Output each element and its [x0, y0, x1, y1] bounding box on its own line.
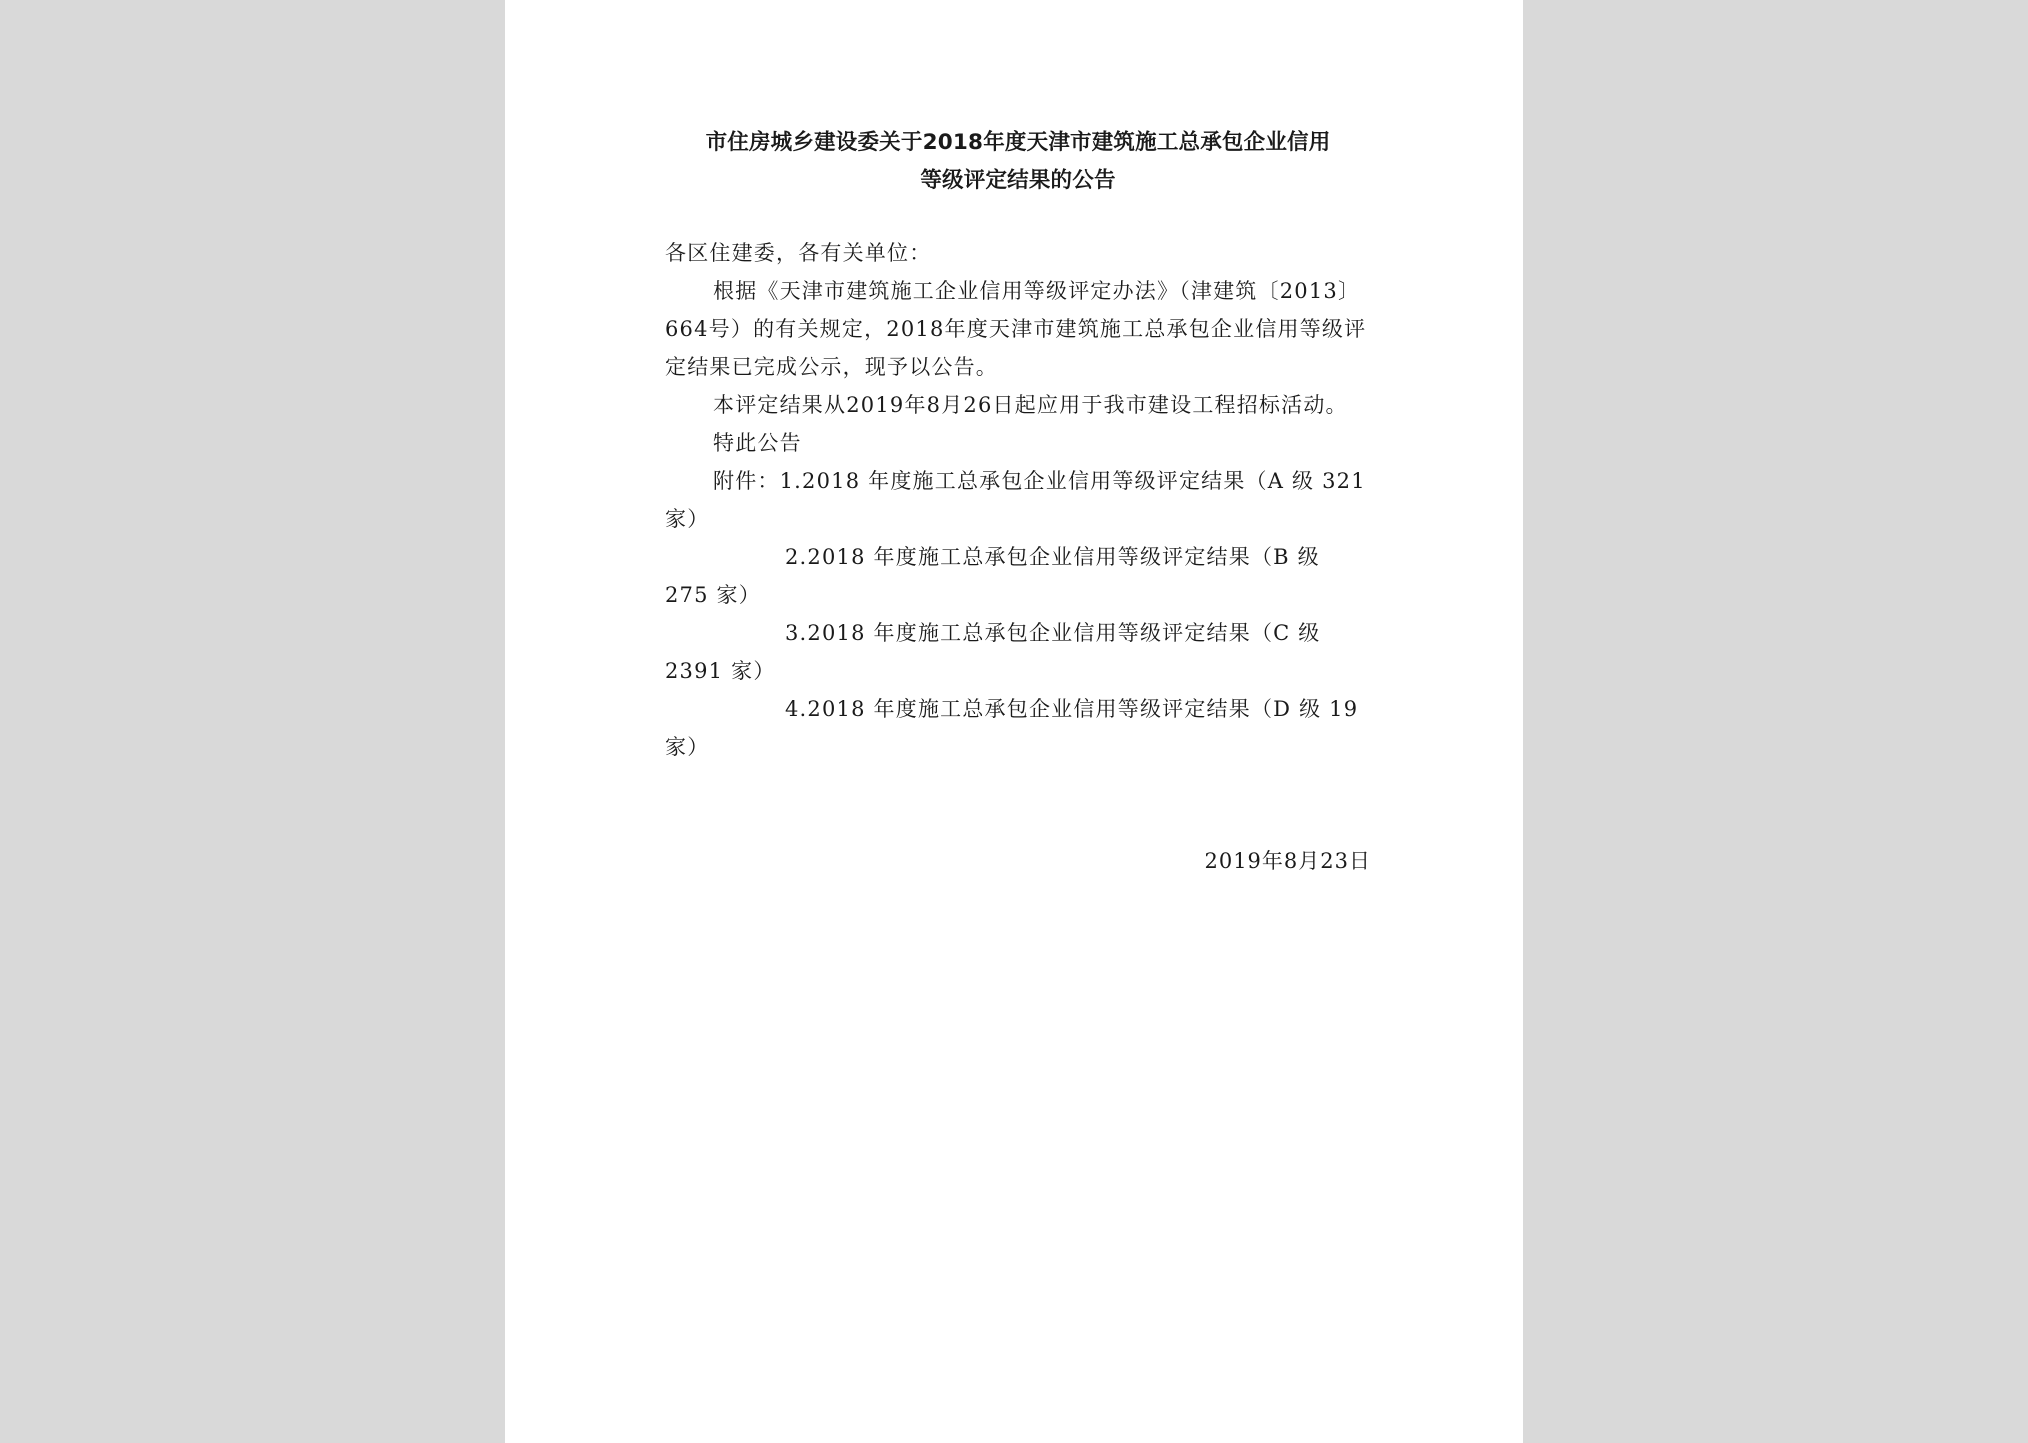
- document-page: [505, 0, 1523, 1443]
- attachment-item-2: 2.2018 年度施工总承包企业信用等级评定结果（B 级 275 家）: [665, 545, 1320, 607]
- attachment-list: [665, 462, 1371, 766]
- paragraph-basis: 根据《天津市建筑施工企业信用等级评定办法》（津建筑〔2013〕664号）的有关规定，2018年度天津市建筑施工总承包企业信用等级评定结果已完成公示，现予以公告。: [665, 279, 1367, 379]
- notice-text: 特此公告: [713, 431, 802, 455]
- attachment-item-3: 3.2018 年度施工总承包企业信用等级评定结果（C 级 2391 家）: [665, 621, 1321, 683]
- title-line-1: 市住房城乡建设委关于2018年度天津市建筑施工总承包企业信用: [705, 130, 1331, 155]
- document-title: [665, 124, 1371, 200]
- title-line-2: 等级评定结果的公告: [920, 168, 1116, 193]
- attachment-item-1: 附件：1.2018 年度施工总承包企业信用等级评定结果（A 级 321 家）: [665, 469, 1366, 531]
- document-content: [665, 124, 1371, 880]
- issue-date: 2019年8月23日: [1204, 849, 1371, 873]
- greeting: 各区住建委，各有关单位：: [665, 241, 932, 265]
- attachment-item-4: 4.2018 年度施工总承包企业信用等级评定结果（D 级 19 家）: [665, 697, 1359, 759]
- paragraph-effective-date: 本评定结果从2019年8月26日起应用于我市建设工程招标活动。: [713, 393, 1348, 417]
